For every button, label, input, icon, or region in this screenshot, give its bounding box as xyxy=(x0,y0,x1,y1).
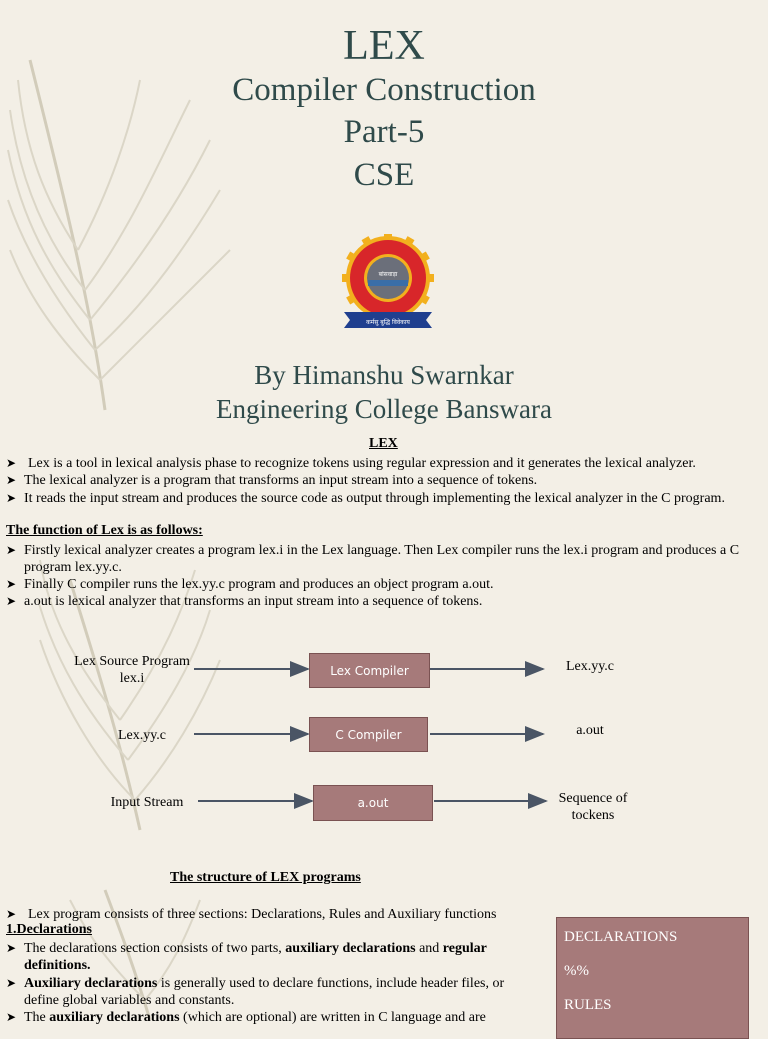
function-bullet-3: ➤ a.out is lexical analyzer that transforms an input stream into a sequence of tokens. xyxy=(6,594,483,609)
structure-box-rules: RULES xyxy=(564,997,612,1013)
declarations-bullet-1: ➤ The declarations section consists of two parts, auxiliary declarations and regular definitions. xyxy=(6,941,487,973)
structure-box-separator: %% xyxy=(564,963,589,979)
college-line: Engineering College Banswara xyxy=(216,394,552,424)
diagram-box-lex-compiler: Lex Compiler xyxy=(309,653,430,688)
lex-heading: LEX xyxy=(369,436,398,451)
diagram-input-1: Lex Source Program lex.i xyxy=(74,654,190,686)
slide-subtitle: Compiler Construction xyxy=(232,72,536,108)
slide-dept: CSE xyxy=(353,157,415,193)
slide-title: LEX xyxy=(343,23,425,69)
lex-bullet-1: ➤ Lex is a tool in lexical analysis phase to recognize tokens using regular expression and it generates the lexical analyzer. xyxy=(6,456,696,471)
logo-center-text: बांसवाड़ा xyxy=(378,271,398,278)
function-bullet-1: ➤ Firstly lexical analyzer creates a program lex.i in the Lex language. Then Lex compiler runs the lex.i program and produces a C program lex.yy.c. xyxy=(6,543,740,575)
diagram-input-2: Lex.yy.c xyxy=(117,728,167,743)
logo-ribbon-text: कर्मसु बुद्धि विवेकाय xyxy=(366,319,410,326)
author-line: By Himanshu Swarnkar xyxy=(254,360,514,390)
lex-bullet-3: ➤ It reads the input stream and produces the source code as output through implementing the lexical analyzer in the C program. xyxy=(6,491,725,506)
declarations-bullet-2: ➤ Auxiliary declarations is generally used to declare functions, include header files, or define global variables and constants. xyxy=(6,976,505,1008)
declarations-heading: 1.Declarations xyxy=(6,922,92,937)
slide-part: Part-5 xyxy=(343,114,425,150)
diagram-output-2: a.out xyxy=(576,723,604,738)
diagram-output-3: Sequence of tockens xyxy=(558,791,628,823)
function-bullet-2: ➤ Finally C compiler runs the lex.yy.c program and produces an object program a.out. xyxy=(6,577,494,592)
function-heading: The function of Lex is as follows: xyxy=(6,523,203,538)
diagram-output-1: Lex.yy.c xyxy=(565,659,615,674)
college-logo xyxy=(336,234,440,334)
diagram-box-c-compiler: C Compiler xyxy=(309,717,428,752)
declarations-bullet-3: ➤ The auxiliary declarations (which are optional) are written in C language and are xyxy=(6,1010,486,1025)
diagram-box-aout: a.out xyxy=(313,785,433,821)
lex-bullet-2: ➤ The lexical analyzer is a program that transforms an input stream into a sequence of tokens. xyxy=(6,473,538,488)
structure-heading: The structure of LEX programs xyxy=(170,870,361,885)
lex-structure-box xyxy=(556,917,749,1039)
diagram-input-3: Input Stream xyxy=(110,795,184,810)
structure-box-declarations: DECLARATIONS xyxy=(564,929,678,945)
structure-intro: ➤ Lex program consists of three sections: Declarations, Rules and Auxiliary functions xyxy=(6,907,497,922)
